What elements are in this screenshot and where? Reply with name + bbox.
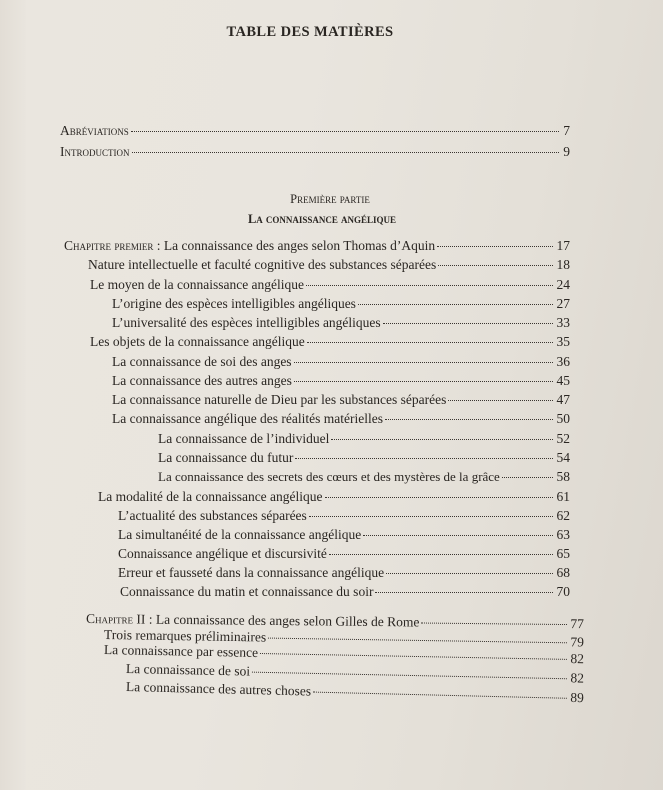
toc-entry: [112, 296, 570, 312]
toc-page-number: 24: [556, 277, 570, 292]
toc-page-number: 82: [570, 650, 585, 667]
toc-entry: [112, 411, 570, 427]
toc-chapter-1: [64, 238, 570, 254]
toc-entry-label: La connaissance naturelle de Dieu par les substances séparées: [112, 392, 447, 407]
dot-leader: [383, 322, 553, 324]
toc-entry-label: La connaissance du futur: [158, 450, 294, 465]
toc-page-number: 47: [556, 392, 570, 407]
toc-entry-label: Abréviations: [60, 123, 129, 138]
toc-entry: [158, 431, 570, 447]
dot-leader: [260, 652, 566, 660]
toc-entry-label: L’actualité des substances séparées: [118, 508, 307, 523]
toc-page-number: 7: [563, 123, 570, 138]
toc-page-number: 33: [556, 315, 570, 330]
dot-leader: [252, 671, 566, 680]
toc-page-number: 17: [556, 238, 570, 253]
toc-page-number: 9: [563, 144, 570, 159]
toc-entry: [90, 334, 570, 350]
toc-page-number: 68: [556, 565, 570, 580]
toc-entry-label: Connaissance du matin et connaissance du soir: [120, 584, 374, 599]
toc-entry-label: La connaissance des secrets des cœurs et des mystères de la grâce: [158, 469, 500, 484]
chapter-label: Chapitre II: [85, 611, 146, 627]
dot-leader: [295, 457, 552, 459]
dot-leader: [421, 622, 566, 626]
toc-page-number: 27: [556, 296, 570, 311]
toc-entry-label: L’origine des espèces intelligibles angéliques: [112, 296, 356, 311]
toc-page-number: 82: [570, 670, 585, 686]
part-title: La connaissance angélique: [247, 212, 397, 226]
toc-entry: [98, 489, 570, 505]
dot-leader: [386, 572, 552, 574]
dot-leader: [268, 637, 566, 644]
toc-entry-label: La connaissance de soi des anges: [112, 354, 292, 369]
toc-page-number: 50: [556, 411, 570, 426]
dot-leader: [325, 496, 553, 498]
dot-leader: [131, 130, 559, 132]
toc-page-number: 61: [556, 489, 570, 504]
toc-page-number: 18: [556, 257, 570, 272]
dot-leader: [307, 341, 553, 343]
toc-entry-label: Erreur et fausseté dans la connaissance angélique: [118, 565, 385, 580]
toc-entry-label: Connaissance angélique et discursivité: [118, 546, 327, 561]
toc-page-number: 35: [556, 334, 570, 349]
toc-entry: [120, 584, 570, 600]
toc-page-number: 63: [556, 527, 570, 542]
toc-entry: [158, 469, 570, 485]
toc-entry: [112, 392, 570, 408]
chapter-label: Chapitre premier: [64, 238, 154, 253]
toc-page-number: 79: [570, 634, 585, 650]
toc-entry-label: La modalité de la connaissance angélique: [98, 489, 323, 504]
dot-leader: [437, 245, 552, 247]
toc-entry: [158, 450, 570, 466]
toc-entry: [118, 546, 570, 562]
dot-leader: [358, 303, 553, 305]
dot-leader: [331, 438, 552, 440]
toc-entry-label: Nature intellectuelle et faculté cognitive des substances séparées: [88, 257, 437, 272]
toc-entry: [90, 277, 570, 293]
toc-entry-label: Trois remarques préliminaires: [103, 627, 267, 645]
toc-page-number: 45: [556, 373, 570, 388]
toc-page-number: 89: [570, 689, 585, 706]
toc-entry: [118, 565, 570, 581]
dot-leader: [313, 691, 566, 699]
dot-leader: [294, 361, 553, 363]
dot-leader: [438, 264, 552, 266]
toc-entry: [118, 527, 570, 543]
dot-leader: [385, 418, 552, 420]
dot-leader: [363, 534, 552, 536]
part-label: Première partie: [290, 192, 370, 206]
toc-page-number: 65: [556, 546, 570, 561]
toc-entry: [112, 354, 570, 370]
toc-entry: [88, 257, 570, 273]
dot-leader: [294, 380, 553, 382]
toc-entry-label: Les objets de la connaissance angélique: [90, 334, 305, 349]
toc-entry: [118, 508, 570, 524]
toc-entry-label: Le moyen de la connaissance angélique: [90, 277, 305, 292]
toc-page-number: 58: [556, 469, 570, 484]
dot-leader: [309, 515, 553, 517]
chapter-title: : La connaissance des anges selon Thomas d’Aquin: [153, 238, 436, 253]
toc-entry: [112, 315, 570, 331]
toc-page-number: 70: [556, 584, 570, 599]
dot-leader: [306, 284, 552, 286]
toc-entry-label: Introduction: [60, 144, 130, 159]
toc-entry-label: La simultanéité de la connaissance angélique: [118, 527, 362, 542]
toc-page-number: 52: [556, 431, 570, 446]
toc-entry-label: La connaissance angélique des réalités matérielles: [112, 411, 384, 426]
dot-leader: [132, 151, 560, 153]
toc-entry: [112, 373, 570, 389]
page-title: TABLE DES MATIÈRES: [226, 24, 394, 40]
page-gutter-shadow: [0, 0, 26, 790]
toc-entry-label: La connaissance des autres choses: [125, 679, 312, 699]
toc-page-number: 54: [556, 450, 570, 465]
toc-entry-introduction: [60, 144, 570, 160]
toc-entry-label: L’universalité des espèces intelligibles angéliques: [112, 315, 381, 330]
dot-leader: [502, 476, 553, 478]
toc-entry-label: La connaissance des autres anges: [112, 373, 292, 388]
toc-entry-abbreviations: [60, 123, 570, 139]
dot-leader: [375, 591, 552, 593]
dot-leader: [448, 399, 552, 401]
toc-page-number: 62: [556, 508, 570, 523]
chapter-title: : La connaissance des anges selon Gilles de Rome: [145, 611, 420, 630]
dot-leader: [329, 553, 553, 555]
toc-entry-label: La connaissance de l’individuel: [158, 431, 330, 446]
toc-entry-label: La connaissance de soi: [125, 661, 251, 679]
toc-page-number: 77: [570, 616, 585, 632]
toc-entry-label: La connaissance par essence: [103, 642, 259, 660]
toc-page-number: 36: [556, 354, 570, 369]
